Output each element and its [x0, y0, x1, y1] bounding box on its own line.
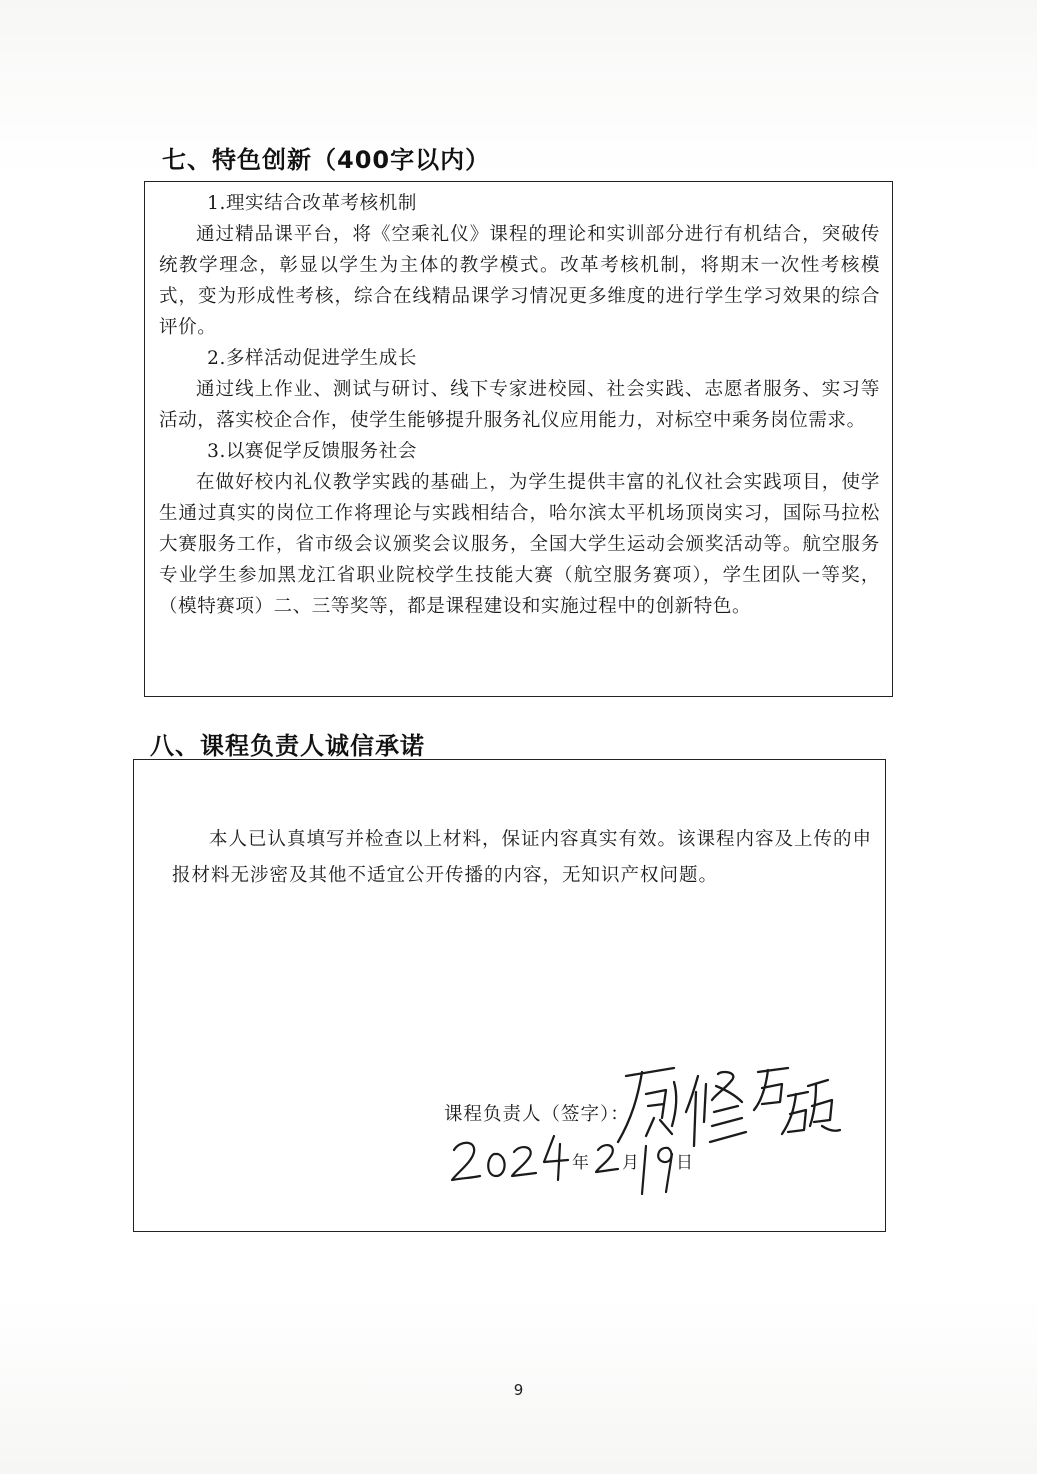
- svg-text:年: 年: [572, 1153, 589, 1173]
- item-1-text: 通过精品课平台，将《空乘礼仪》课程的理论和实训部分进行有机结合，突破传统教学理念，彰显以学生为主体的教学模式。改革考核机制，将期末一次性考核模式，变为形成性考核，综合在线精品课学习情况更多维度的进行学生学习效果的综合评价。: [159, 224, 880, 338]
- handwritten-signature: [612, 1056, 842, 1166]
- pledge-text: 本人已认真填写并检查以上材料，保证内容真实有效。该课程内容及上传的申报材料无涉密及其他不适宜公开传播的内容，无知识产权问题。: [172, 829, 873, 886]
- item-3-text: 在做好校内礼仪教学实践的基础上，为学生提供丰富的礼仪社会实践项目，使学生通过真实的岗位工作将理论与实践相结合，哈尔滨太平机场顶岗实习，国际马拉松大赛服务工作，省市级会议颁奖会议服务，全国大学生运动会颁奖活动等。航空服务专业学生参加黑龙江省职业院校学生技能大赛（航空服务赛项），学生团队一等奖，（模特赛项）二、三等奖等，都是课程建设和实施过程中的创新特色。: [159, 472, 880, 617]
- svg-text:月: 月: [622, 1153, 639, 1173]
- section-7-title: 七、特色创新（400字以内）: [162, 146, 491, 174]
- item-3-heading: 3.以赛促学反馈服务社会: [207, 441, 417, 462]
- signature-label: 课程负责人（签字）：: [444, 1104, 630, 1125]
- svg-text:日: 日: [676, 1153, 693, 1173]
- section-8-box: [133, 759, 886, 1232]
- item-1-heading: 1.理实结合改革考核机制: [207, 193, 417, 214]
- section-8-title: 八、课程负责人诚信承诺: [150, 732, 425, 760]
- page-number: 9: [513, 1381, 524, 1399]
- item-2-text: 通过线上作业、测试与研讨、线下专家进校园、社会实践、志愿者服务、实习等活动，落实校企合作，使学生能够提升服务礼仪应用能力，对标空中乘务岗位需求。: [159, 379, 880, 431]
- item-2-heading: 2.多样活动促进学生成长: [207, 348, 417, 369]
- section-7-box: [144, 181, 893, 697]
